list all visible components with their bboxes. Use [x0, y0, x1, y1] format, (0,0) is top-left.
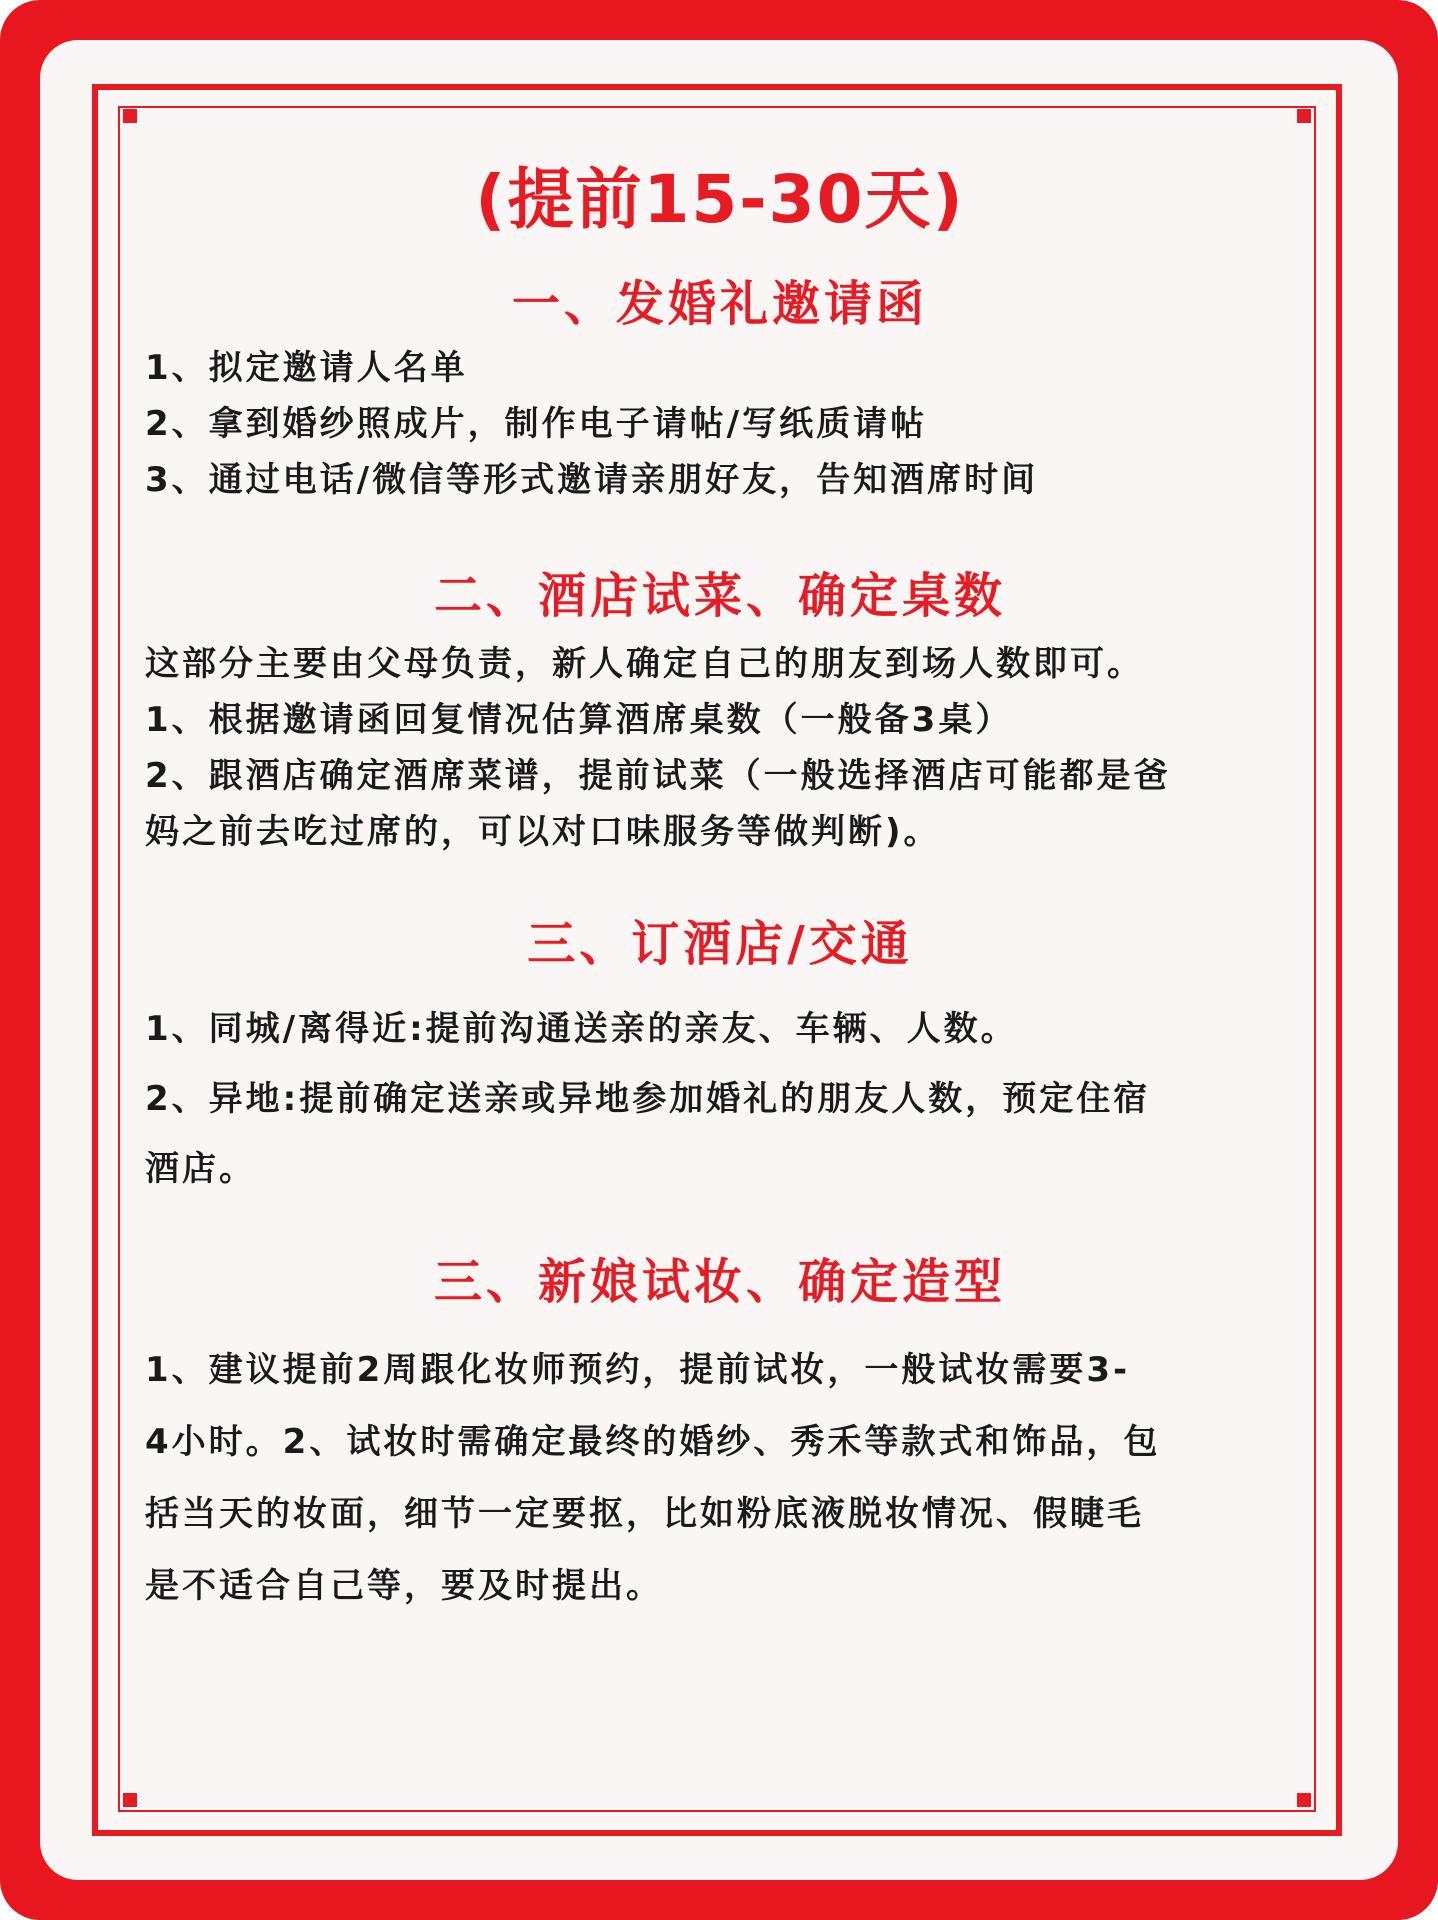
section-3-body: [145, 994, 1295, 1204]
section-2-body: [145, 636, 1295, 860]
section-4-body: [145, 1334, 1295, 1622]
section-2-heading: 二、酒店试菜、确定桌数: [433, 568, 1006, 624]
poster-content: [145, 150, 1295, 1622]
corner-ornament-top-right: [1297, 109, 1311, 123]
section-1-body: [145, 340, 1295, 508]
section-4-line: 4小时。2、试妆时需确定最终的婚纱、秀禾等款式和饰品，包: [145, 1422, 1161, 1462]
corner-ornament-bottom-right: [1297, 1793, 1311, 1807]
section-4-heading: 三、新娘试妆、确定造型: [433, 1254, 1006, 1310]
section-3-line: 1、同城/离得近:提前沟通送亲的亲友、车辆、人数。: [145, 1009, 1018, 1049]
section-1-heading: 一、发婚礼邀请函: [511, 276, 928, 332]
section-2-line: 1、根据邀请函回复情况估算酒席桌数（一般备3桌）: [145, 700, 1013, 740]
page-title: (提前15-30天): [475, 161, 965, 238]
section-3-line: 酒店。: [145, 1149, 256, 1189]
section-2-line: 这部分主要由父母负责，新人确定自己的朋友到场人数即可。: [145, 644, 1144, 684]
section-3-heading: 三、订酒店/交通: [527, 916, 913, 972]
section-4-line: 1、建议提前2周跟化妆师预约，提前试妆，一般试妆需要3-: [145, 1350, 1131, 1390]
corner-ornament-top-left: [123, 109, 137, 123]
section-1-line: 1、拟定邀请人名单: [145, 348, 468, 388]
corner-ornament-bottom-left: [123, 1793, 137, 1807]
section-1-line: 3、通过电话/微信等形式邀请亲朋好友，告知酒席时间: [145, 460, 1039, 500]
section-4-line: 是不适合自己等，要及时提出。: [145, 1566, 663, 1606]
section-4-line: 括当天的妆面，细节一定要抠，比如粉底液脱妆情况、假睫毛: [145, 1494, 1144, 1534]
section-1-line: 2、拿到婚纱照成片，制作电子请帖/写纸质请帖: [145, 404, 928, 444]
section-3-line: 2、异地:提前确定送亲或异地参加婚礼的朋友人数，预定住宿: [145, 1079, 1151, 1119]
section-2-line: 2、跟酒店确定酒席菜谱，提前试菜（一般选择酒店可能都是爸: [145, 756, 1171, 796]
section-2-line: 妈之前去吃过席的，可以对口味服务等做判断)。: [145, 812, 941, 852]
